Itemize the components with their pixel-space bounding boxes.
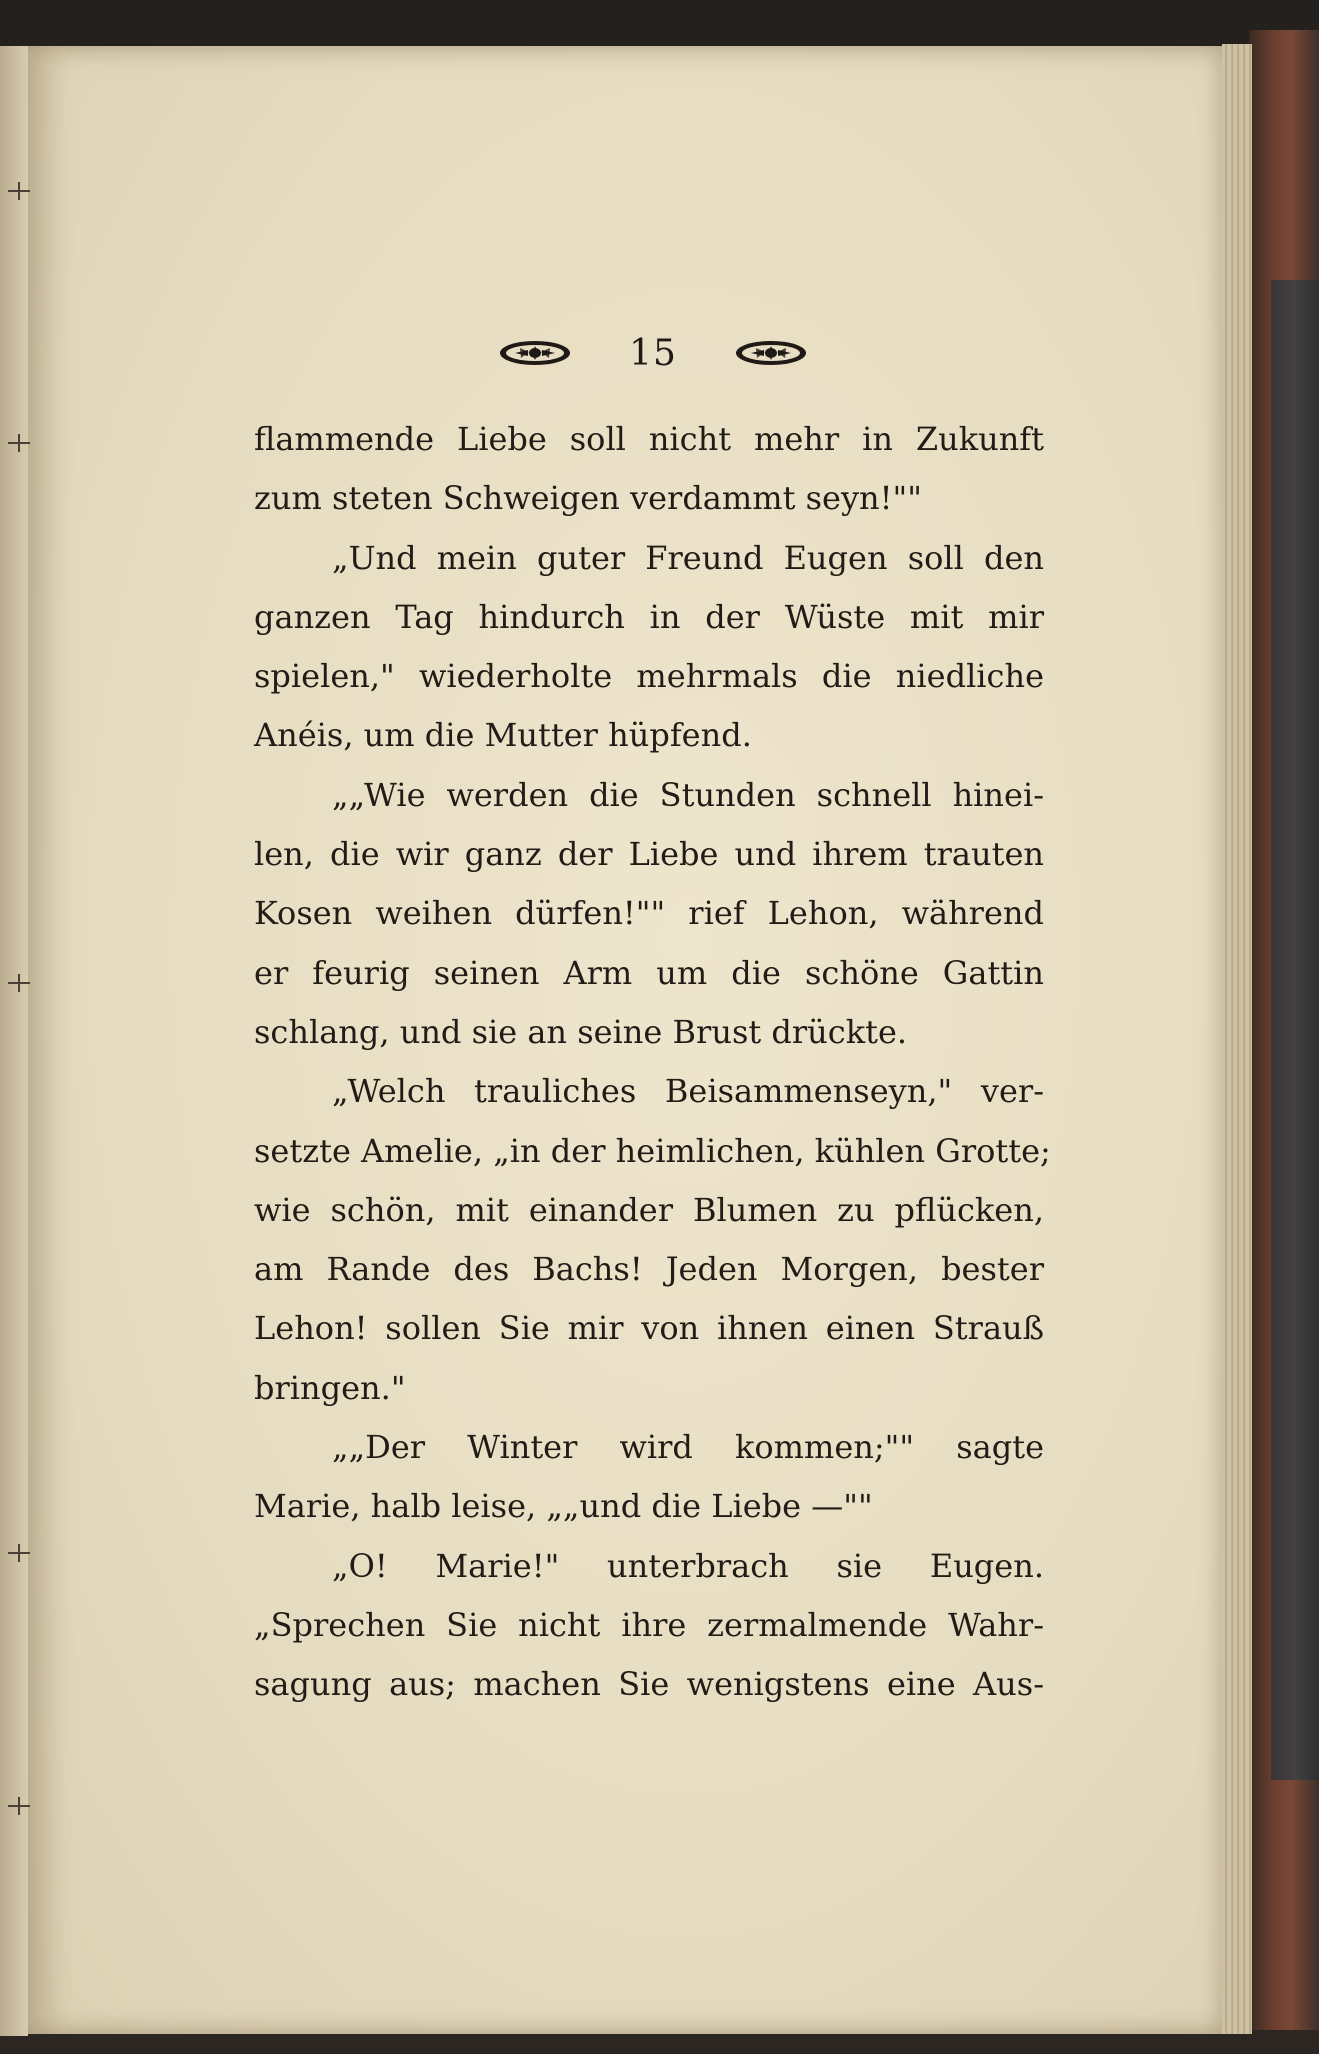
- text-line: Anéis, um die Mutter hüpfend.: [254, 716, 752, 755]
- text-line: len, die wir ganz der Liebe und ihrem trauten: [254, 835, 1044, 874]
- text-line: spielen," wiederholte mehrmals die niedliche: [254, 657, 1044, 696]
- book-page: [28, 46, 1224, 2034]
- page-header: [498, 328, 808, 378]
- body-text: [254, 410, 1051, 1715]
- text-line: „Und mein guter Freund Eugen soll den: [332, 538, 1044, 577]
- floral-ornament-left-icon: [498, 338, 572, 368]
- book-spine-board: [1271, 280, 1319, 1780]
- text-line: ganzen Tag hindurch in der Wüste mit mir: [254, 597, 1044, 636]
- text-line: „„Wie werden die Stunden schnell hinei-: [332, 775, 1044, 814]
- text-line: wie schön, mit einander Blumen zu pflücken,: [254, 1190, 1044, 1229]
- text-line: „Sprechen Sie nicht ihre zermalmende Wahr-: [254, 1605, 1044, 1644]
- text-line: schlang, und sie an seine Brust drückte.: [254, 1012, 908, 1051]
- book-cover-top-edge: [0, 0, 1319, 48]
- text-line: Kosen weihen dürfen!"" rief Lehon, während: [254, 894, 1044, 933]
- page-number: 15: [629, 332, 677, 374]
- text-line: bringen.": [254, 1368, 406, 1407]
- text-line: am Rande des Bachs! Jeden Morgen, bester: [254, 1250, 1044, 1289]
- text-line: „Welch trauliches Beisammenseyn," ver-: [332, 1072, 1044, 1111]
- text-line: er feurig seinen Arm um die schöne Gattin: [254, 953, 1044, 992]
- floral-ornament-right-icon: [734, 338, 808, 368]
- gutter-thread-mark: [8, 442, 30, 444]
- text-line: „„Der Winter wird kommen;"" sagte: [332, 1428, 1044, 1467]
- text-line: sagung aus; machen Sie wenigstens eine Aus-: [254, 1665, 1044, 1704]
- previous-page-edge: [0, 46, 28, 2036]
- gutter-thread-mark: [8, 1805, 30, 1807]
- gutter-thread-mark: [8, 190, 30, 192]
- text-line: „O! Marie!" unterbrach sie Eugen.: [332, 1546, 1044, 1585]
- text-line: setzte Amelie, „in der heimlichen, kühlen Grotte;: [254, 1131, 1051, 1170]
- text-line: Lehon! sollen Sie mir von ihnen einen Strauß: [254, 1309, 1044, 1348]
- gutter-thread-mark: [8, 982, 30, 984]
- text-line: flammende Liebe soll nicht mehr in Zukunft: [254, 420, 1044, 458]
- text-line: zum steten Schweigen verdammt seyn!"": [254, 479, 922, 518]
- gutter-thread-mark: [8, 1552, 30, 1554]
- text-line: Marie, halb leise, „„und die Liebe —"": [254, 1487, 873, 1526]
- page-stack-edge: [1222, 44, 1252, 2034]
